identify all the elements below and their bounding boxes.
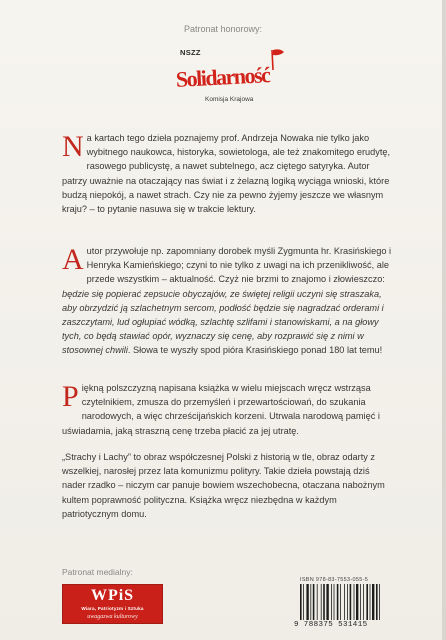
paragraph-3 — [62, 381, 392, 438]
logo-komisja-krajowa: Komisja Krajowa — [205, 96, 254, 103]
drop-cap: A — [62, 243, 84, 276]
solidarnosc-logo — [172, 40, 292, 114]
logo-nszz: NSZZ — [180, 48, 201, 57]
paragraph-text: „Strachy i Lachy” to obraz współczesnej Polski z historią w tle, obraz odarty z wszelkiej, narosłej przez lata komunizmu polityry. Takie dzieła powstają dziś nader rzadko – niczym car panuje bowiem wszechobecna, otaczana nabożnym kultem poprawność polityczna. Książka wręcz niezbędna w każdym patriotycznym domu. — [62, 452, 385, 519]
patronat-honorowy-label: Patronat honorowy: — [183, 24, 263, 34]
wpis-tagline: uwagazwa kulturowy — [87, 614, 138, 620]
paragraph-text: utor przywołuje np. zapomniany dorobek myśli Zygmunta hr. Krasińskiego i Henryka Kamieńskiego; czyni to nie tylko z uwagi na ich przenikliwość, ale przede wszystkim – aktualność. Czyż nie brzmi to znajomo i złowieszczo: — [86, 246, 392, 285]
wpis-subtitle: Wiara, Patriotyzm i Sztuka — [81, 606, 144, 611]
page-edge — [442, 0, 446, 640]
quotation-italic: będzie się popierać zepsucie obyczajów, ze świętej religii uczyni się straszaka, aby obrzydzić ją szlachetnym sercom, podłość będzie się nagradzać orderami i zaszczytami, lud ogłupiać wódką, szlachtę szlifami i stanowiskami, a na głowy tych, co będą stawiać opór, wyznaczy się cenę, aby rozprawić się z nimi w stosownej chwili — [62, 288, 384, 356]
paragraph-text: a kartach tego dzieła poznajemy prof. Andrzeja Nowaka nie tylko jako wybitnego naukowca, historyka, sowietologa, ale też znakomitego erudytę, rasowego publicystę, a nawet subtelnego, acz ciętego satyryka. Autor patrzy uważnie na otaczający nas świat i z żelazną logiką wyciąga wnioski, które budzą niepokój, a nawet strach. Czy nie za pewno żyjemy jeszcze we własnym kraju? – to pytanie nasuwa się w trakcie lektury. — [62, 133, 391, 215]
drop-cap: P — [62, 380, 79, 413]
svg-text:Solidarność: Solidarność — [175, 62, 270, 92]
paragraph-4 — [62, 450, 392, 521]
paragraph-text-end: . Słowa te wyszły spod pióra Krasińskiego ponad 180 lat temu! — [127, 345, 383, 356]
patronat-medialny-label: Patronat medialny: — [62, 567, 133, 577]
drop-cap: N — [62, 130, 84, 163]
wpis-logo — [62, 584, 163, 624]
paragraph-2 — [62, 244, 392, 358]
wpis-title: WPiS — [90, 587, 135, 604]
paragraph-text: iękną polszczyzną napisana książka w wielu miejscach wręcz wstrząsa czytelnikiem, zmusza do przemyśleń i przewartościowań, do szukania narodowych, a więc chrześcijańskich korzeni. Utrwala narodową pamięć i uświadamia, jaką straszną cenę trzeba płacić za jej utratę. — [62, 383, 380, 436]
paragraph-1 — [62, 131, 392, 216]
barcode-number: 9 788375 531415 — [294, 621, 368, 629]
solidarnosc-wordmark-icon — [172, 40, 292, 96]
barcode-icon — [298, 584, 388, 622]
isbn-label: ISBN 978-83-7553-055-5 — [300, 577, 369, 583]
